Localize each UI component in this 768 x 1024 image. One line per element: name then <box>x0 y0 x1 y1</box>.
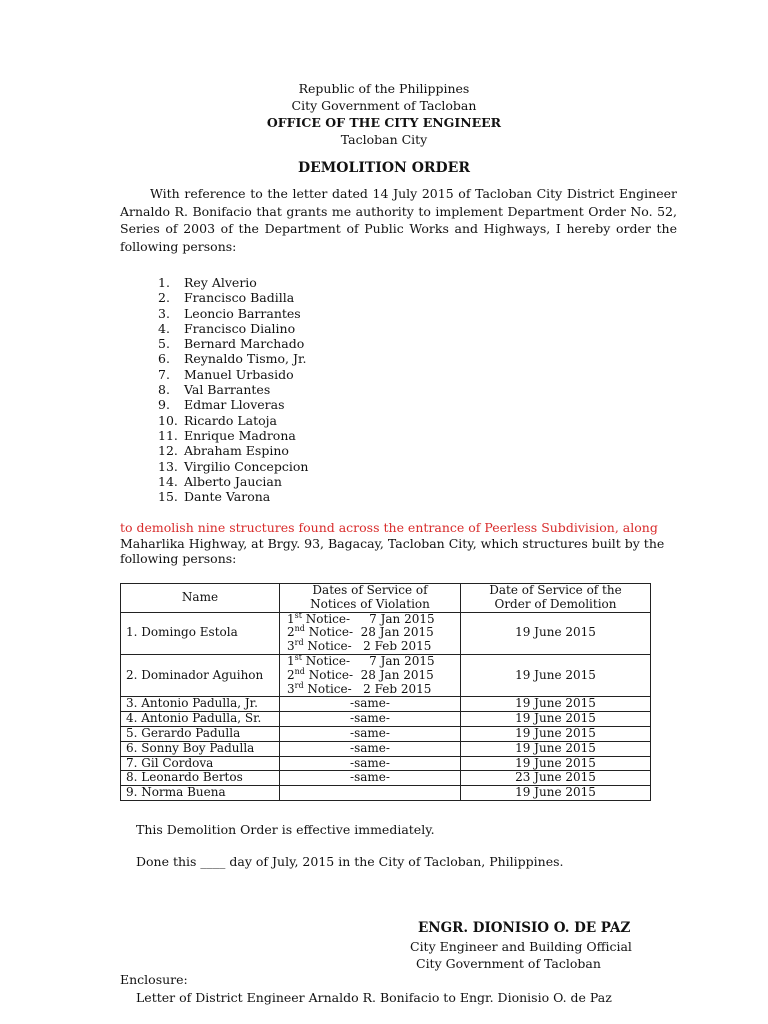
list-item: 10. Ricardo Latoja <box>158 412 277 428</box>
persons-list <box>158 275 308 504</box>
list-item: 12. Abraham Espino <box>158 443 289 459</box>
header-notices: Dates of Service of Notices of Violation <box>280 584 461 613</box>
list-item: 14. Alberto Jaucian <box>158 473 282 489</box>
name-cell: 5. Gerardo Padulla <box>121 726 280 741</box>
order-cell: 23 June 2015 <box>461 771 651 786</box>
notices-cell: -same- <box>280 756 461 771</box>
list-item: 5. Bernard Marchado <box>158 336 305 352</box>
table-row <box>121 712 651 727</box>
list-item: 15. Dante Varona <box>158 489 271 505</box>
notice-line: 1st Notice- 7 Jan 2015 <box>287 610 435 626</box>
done-statement: Done this ____ day of July, 2015 in the City of Tacloban, Philippines. <box>136 854 564 869</box>
notices-cell: -same- <box>280 726 461 741</box>
order-cell: 19 June 2015 <box>461 741 651 756</box>
order-cell: 19 June 2015 <box>461 756 651 771</box>
list-item: 1. Rey Alverio <box>158 275 257 290</box>
name-cell: 2. Dominador Aguihon <box>121 654 280 696</box>
table-row <box>121 786 651 801</box>
table-row <box>121 697 651 712</box>
header-order: Date of Service of the Order of Demolition <box>461 584 651 613</box>
list-item: 6. Reynaldo Tismo, Jr. <box>158 351 307 367</box>
name-cell: 3. Antonio Padulla, Jr. <box>121 697 280 712</box>
notices-cell <box>280 612 461 654</box>
office-line: OFFICE OF THE CITY ENGINEER <box>266 115 502 130</box>
intro-paragraph <box>120 185 677 255</box>
document-title: DEMOLITION ORDER <box>297 160 470 176</box>
name-cell: 9. Norma Buena <box>121 786 280 801</box>
table-row <box>121 726 651 741</box>
order-cell: 19 June 2015 <box>461 712 651 727</box>
table-row <box>121 771 651 786</box>
intro-text: With reference to the letter dated 14 July 2015 of Tacloban City District Engineer Arnaldo R. Bonifacio that grants me authority to implement Department Order No. 52, Series of 2003 of the Department of Public Works and Highways, I hereby order the following persons: <box>120 186 677 254</box>
table-row <box>121 741 651 756</box>
order-cell: 19 June 2015 <box>461 726 651 741</box>
effective-statement: This Demolition Order is effective immediately. <box>136 822 435 837</box>
order-cell: 19 June 2015 <box>461 654 651 696</box>
signatory-title: City Engineer and Building Official <box>410 939 632 954</box>
notice-line: 3rd Notice- 2 Feb 2015 <box>287 638 432 654</box>
table-row <box>121 756 651 771</box>
notices-cell: -same- <box>280 741 461 756</box>
name-cell: 7. Gil Cordova <box>121 756 280 771</box>
notice-line: 2nd Notice- 28 Jan 2015 <box>287 624 434 640</box>
order-cell: 19 June 2015 <box>461 697 651 712</box>
signatory-office: City Government of Tacloban <box>416 956 601 971</box>
list-item: 13. Virgilio Concepcion <box>158 458 309 474</box>
structures-table <box>120 583 651 801</box>
table-row <box>121 612 651 654</box>
letterhead <box>0 80 768 148</box>
list-item: 11. Enrique Madrona <box>158 427 296 443</box>
purpose-highlighted-text: to demolish nine structures found across the entrance of Peerless Subdivision, along <box>120 520 658 535</box>
list-item: 4. Francisco Dialino <box>158 320 296 336</box>
list-item: 8. Val Barrantes <box>158 382 271 398</box>
order-cell: 19 June 2015 <box>461 786 651 801</box>
signatory-name: ENGR. DIONISIO O. DE PAZ <box>418 920 631 936</box>
list-item: 9. Edmar Lloveras <box>158 397 285 413</box>
order-cell: 19 June 2015 <box>461 612 651 654</box>
notice-line: 1st Notice- 7 Jan 2015 <box>287 652 435 668</box>
notices-cell: -same- <box>280 697 461 712</box>
name-cell: 8. Leonardo Bertos <box>121 771 280 786</box>
table-row <box>121 654 651 696</box>
enclosure-item: Letter of District Engineer Arnaldo R. Bonifacio to Engr. Dionisio O. de Paz <box>136 990 612 1005</box>
list-item: 3. Leoncio Barrantes <box>158 305 301 321</box>
purpose-paragraph <box>120 520 690 567</box>
notices-cell: -same- <box>280 771 461 786</box>
name-cell: 6. Sonny Boy Padulla <box>121 741 280 756</box>
header-name: Name <box>121 584 280 613</box>
list-item: 7. Manuel Urbasido <box>158 366 294 382</box>
table-header-row <box>121 584 651 613</box>
notice-line: 2nd Notice- 28 Jan 2015 <box>287 666 434 682</box>
notice-line: 3rd Notice- 2 Feb 2015 <box>287 680 432 696</box>
notices-cell <box>280 654 461 696</box>
city-government-line: City Government of Tacloban <box>291 98 477 113</box>
notices-cell <box>280 786 461 801</box>
name-cell: 1. Domingo Estola <box>121 612 280 654</box>
purpose-rest-text: Maharlika Highway, at Brgy. 93, Bagacay, Tacloban City, which structures built by the following persons: <box>120 535 665 566</box>
name-cell: 4. Antonio Padulla, Sr. <box>121 712 280 727</box>
notices-cell: -same- <box>280 712 461 727</box>
city-line: Tacloban City <box>340 132 428 147</box>
republic-line: Republic of the Philippines <box>298 81 470 96</box>
list-item: 2. Francisco Badilla <box>158 290 295 306</box>
enclosure-label: Enclosure: <box>120 972 188 987</box>
